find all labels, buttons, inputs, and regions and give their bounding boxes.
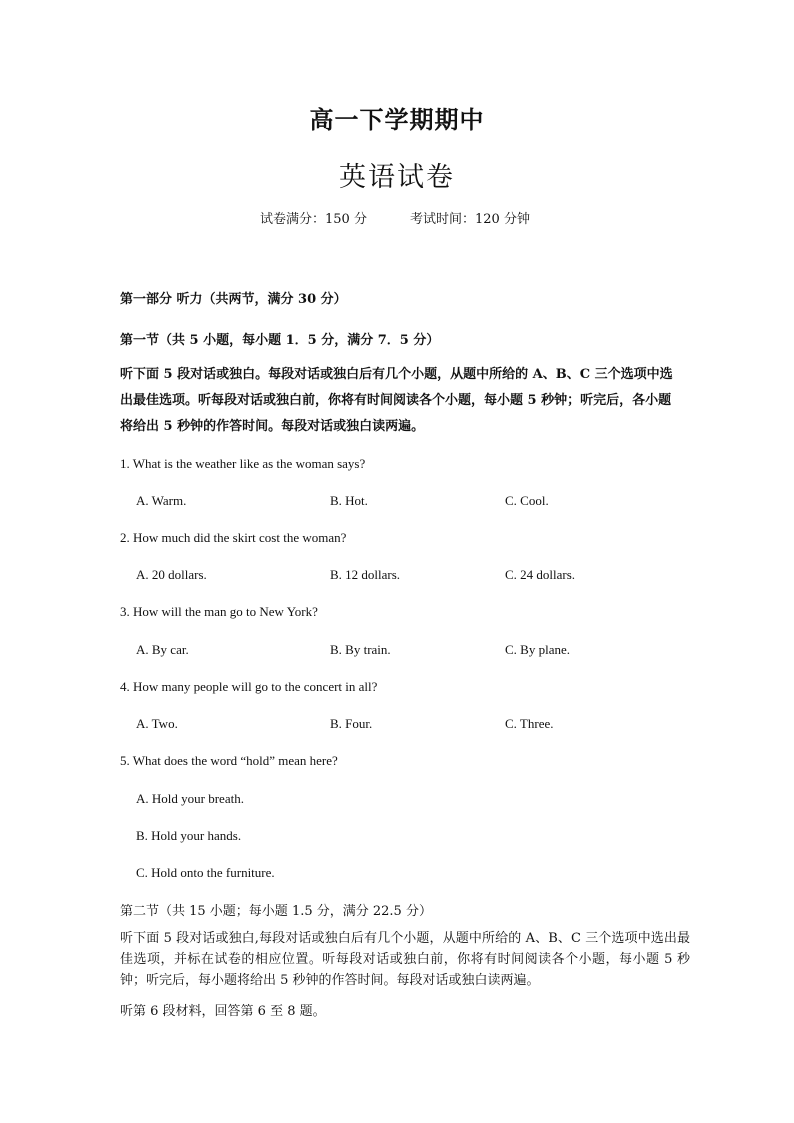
question-1-option-b: B. Hot. [330, 493, 368, 508]
question-5-option-b: B. Hold your hands. [136, 828, 242, 843]
question-3-option-a: A. By car. [136, 642, 189, 657]
question-3-option-b: B. By train. [330, 642, 391, 657]
question-3-stem: 3. How will the man go to New York? [120, 604, 318, 619]
question-4-option-c: C. Three. [505, 716, 554, 731]
section2-instructions: 听下面 5 段对话或独白,每段对话或独白后有几个小题，从题中所给的 A、B、C 三个选项中选出最佳选项，并标在试卷的相应位置。听每段对话或独白前，你将有时间阅读各个小题，每小题 5 秒钟；听完后，每小题将给出 5 秒钟的作答时间。每段对话或独白读两遍。 [120, 931, 690, 988]
question-2-option-a: A. 20 dollars. [136, 567, 207, 582]
part1-heading: 第一部分 听力（共两节，满分 30 分） [120, 292, 347, 307]
exam-time-label: 考试时间：120 分钟 [410, 212, 530, 227]
question-2-stem: 2. How much did the skirt cost the woman? [120, 530, 347, 545]
question-1-option-c: C. Cool. [505, 493, 549, 508]
question-4-option-b: B. Four. [330, 716, 373, 731]
full-score-label: 试卷满分：150 分 [260, 212, 367, 227]
question-5-option-a: A. Hold your breath. [136, 791, 244, 806]
question-4-option-a: A. Two. [136, 716, 178, 731]
section1-heading: 第一节（共 5 小题，每小题 1．5 分，满分 7．5 分） [120, 333, 440, 348]
question-3-option-c: C. By plane. [505, 642, 570, 657]
question-5-option-c: C. Hold onto the furniture. [136, 865, 275, 880]
question-2-option-c: C. 24 dollars. [505, 567, 576, 582]
section2-heading: 第二节（共 15 小题；每小题 1.5 分，满分 22.5 分） [120, 904, 432, 919]
question-2-option-b: B. 12 dollars. [330, 567, 401, 582]
exam-title-line1: 高一下学期期中 [309, 105, 485, 134]
question-1-option-a: A. Warm. [136, 493, 187, 508]
question-5-stem: 5. What does the word “hold” mean here? [120, 753, 338, 768]
section1-instructions: 听下面 5 段对话或独白。每段对话或独白后有几个小题，从题中所给的 A、B、C 三个选项中选出最佳选项。听每段对话或独白前，你将有时间阅读各个小题，每小题 5 秒钟；听完后，各小题将给出 5 秒钟的作答时间。每段对话或独白读两遍。 [120, 367, 673, 434]
question-1-stem: 1. What is the weather like as the woman says? [120, 456, 366, 471]
exam-title-line2: 英语试卷 [339, 162, 455, 193]
question-4-stem: 4. How many people will go to the concert in all? [120, 679, 378, 694]
listen-prompt-6: 听第 6 段材料，回答第 6 至 8 题。 [120, 1004, 326, 1019]
